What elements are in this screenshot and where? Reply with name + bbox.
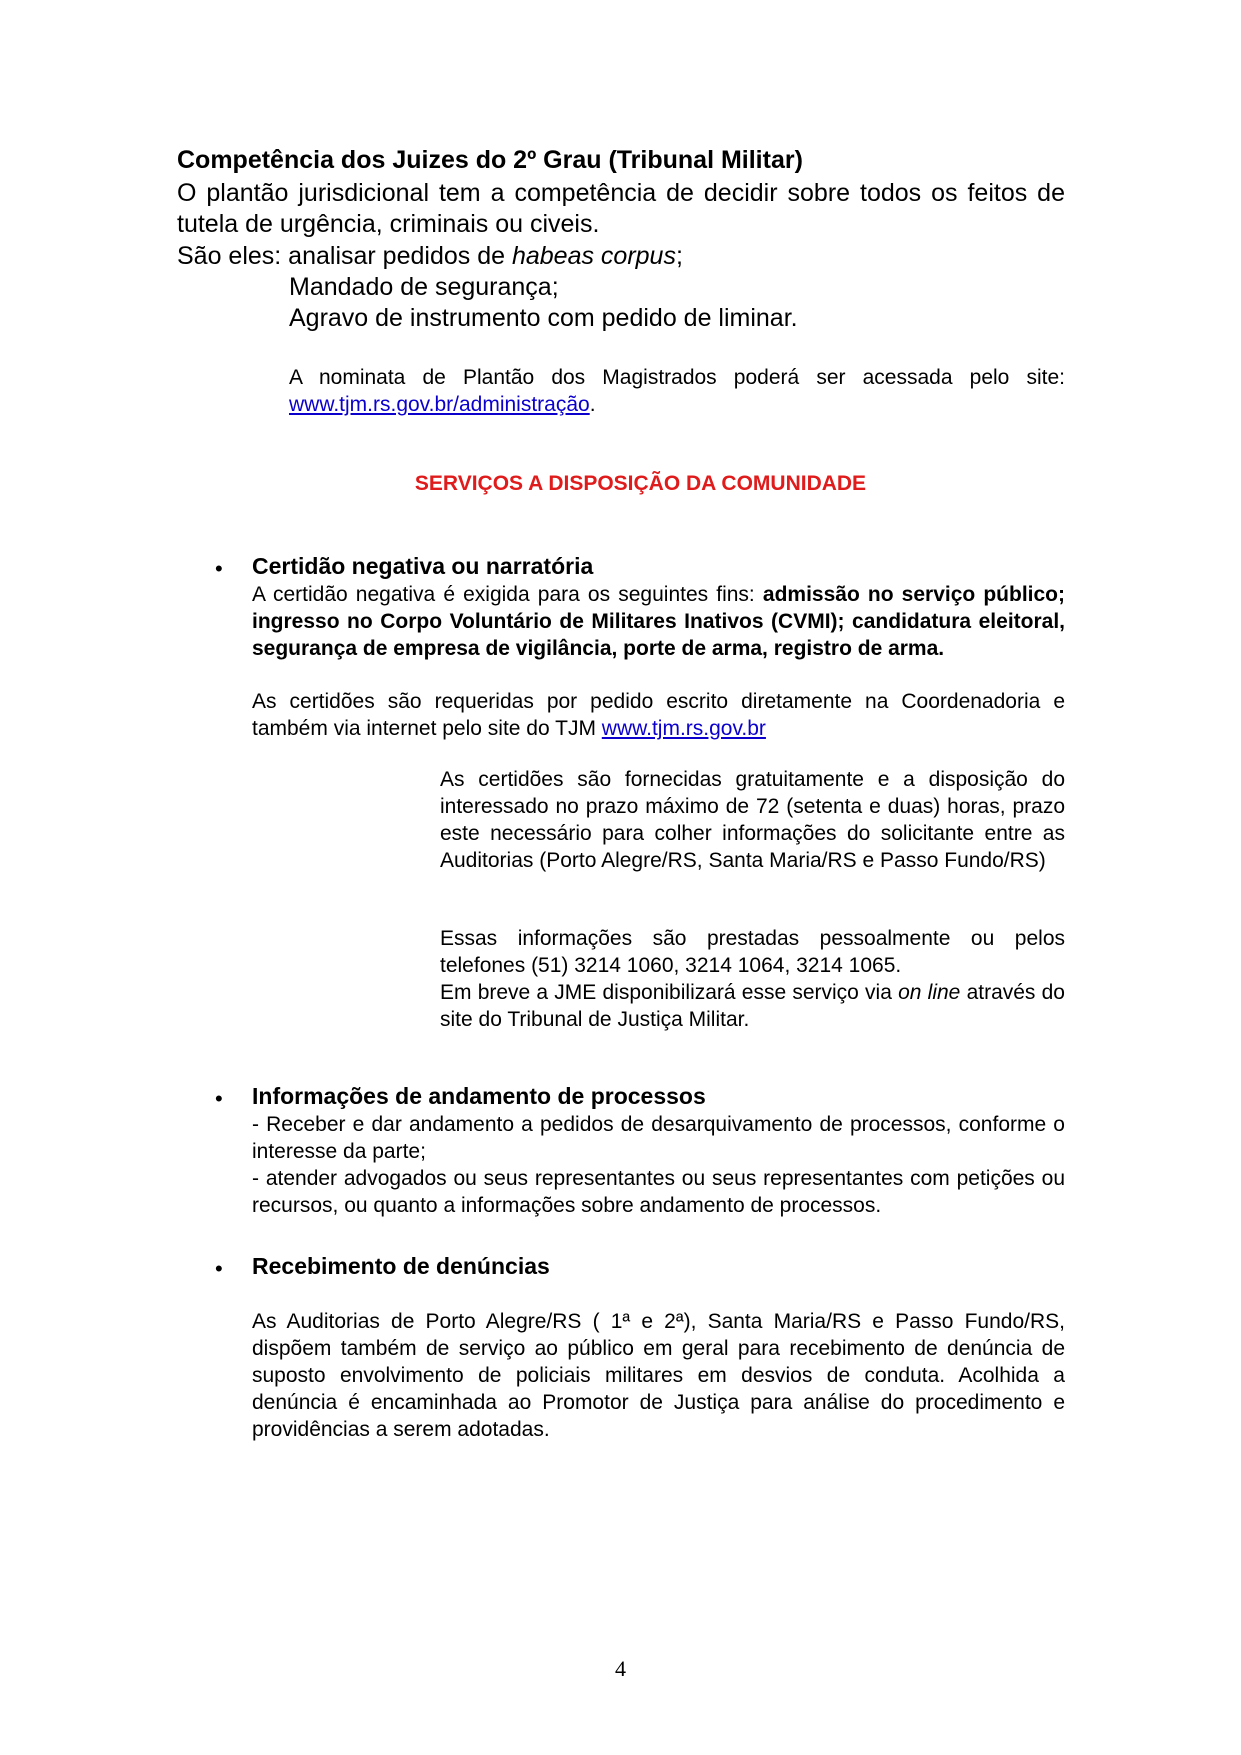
competencia-item-mandado: Mandado de segurança; xyxy=(289,273,559,301)
list-intro-text: São eles: analisar pedidos de xyxy=(177,242,512,270)
denuncias-heading: Recebimento de denúncias xyxy=(252,1253,550,1279)
list-intro-end: ; xyxy=(675,242,683,270)
certidao-online-end: através do site do Tribunal de Justiça Militar. xyxy=(440,981,1065,1031)
certidao-heading: Certidão negativa ou narratória xyxy=(252,553,594,579)
certidao-intro xyxy=(252,581,1065,662)
certidao-phones: Essas informações são prestadas pessoalmente ou pelos telefones (51) 3214 1060, 3214 1064, 3214 1065. xyxy=(440,927,1065,977)
competencia-list-intro xyxy=(177,241,683,272)
page-number: 4 xyxy=(615,1656,626,1681)
certidao-online xyxy=(440,979,1065,1033)
nominata-end: . xyxy=(589,393,596,416)
certidao-intro-bold: admissão no serviço público; ingresso no Corpo Voluntário de Militares Inativos (CVMI); candidatura eleitoral, segurança de empresa de vigilância, porte de arma, registro de arma. xyxy=(252,583,1065,660)
bullet-icon: • xyxy=(215,556,223,581)
certidao-requests xyxy=(252,688,1065,742)
certidao-requests-text: As certidões são requeridas por pedido escrito diretamente na Coordenadoria e também via internet pelo site do TJM xyxy=(252,690,1065,740)
informacoes-heading: Informações de andamento de processos xyxy=(252,1083,706,1109)
denuncias-text: As Auditorias de Porto Alegre/RS ( 1ª e 2ª), Santa Maria/RS e Passo Fundo/RS, dispõem também de serviço ao público em geral para recebimento de denúncia de suposto envolvimento de policiais militares em desvios de conduta. Acolhida a denúncia é encaminhada ao Promotor de Justiça para análise do procedimento e providências a serem adotadas. xyxy=(252,1310,1065,1441)
competencia-item-agravo: Agravo de instrumento com pedido de liminar. xyxy=(289,304,798,332)
certidao-online-italic: on line xyxy=(898,981,961,1004)
competencia-paragraph: O plantão jurisdicional tem a competência de decidir sobre todos os feitos de tutela de urgência, criminais ou civeis. xyxy=(177,179,1065,238)
section-title: SERVIÇOS A DISPOSIÇÃO DA COMUNIDADE xyxy=(414,472,867,495)
bullet-icon: • xyxy=(215,1086,223,1111)
competencia-heading: Competência dos Juizes do 2º Grau (Tribunal Militar) xyxy=(177,146,803,174)
bullet-icon: • xyxy=(215,1256,223,1281)
nominata-link[interactable]: www.tjm.rs.gov.br/administração xyxy=(289,393,590,416)
list-intro-italic: habeas corpus xyxy=(511,242,676,270)
certidao-online-text: Em breve a JME disponibilizará esse serviço via xyxy=(440,981,899,1004)
tjm-site-link[interactable]: www.tjm.rs.gov.br xyxy=(601,717,766,740)
informacoes-line2: - atender advogados ou seus representantes ou seus representantes com petições ou recursos, ou quanto a informações sobre andamento de processos. xyxy=(252,1167,1065,1217)
certidao-intro-text: A certidão negativa é exigida para os seguintes fins: xyxy=(252,583,763,606)
certidao-provided: As certidões são fornecidas gratuitamente e a disposição do interessado no prazo máximo de 72 (setenta e duas) horas, prazo este necessário para colher informações do solicitante entre as Auditorias (Porto Alegre/RS, Santa Maria/RS e Passo Fundo/RS) xyxy=(440,768,1065,872)
nominata-text: A nominata de Plantão dos Magistrados poderá ser acessada pelo site: xyxy=(289,366,1065,389)
informacoes-line1: - Receber e dar andamento a pedidos de desarquivamento de processos, conforme o interesse da parte; xyxy=(252,1113,1065,1163)
nominata-paragraph xyxy=(289,364,1065,418)
